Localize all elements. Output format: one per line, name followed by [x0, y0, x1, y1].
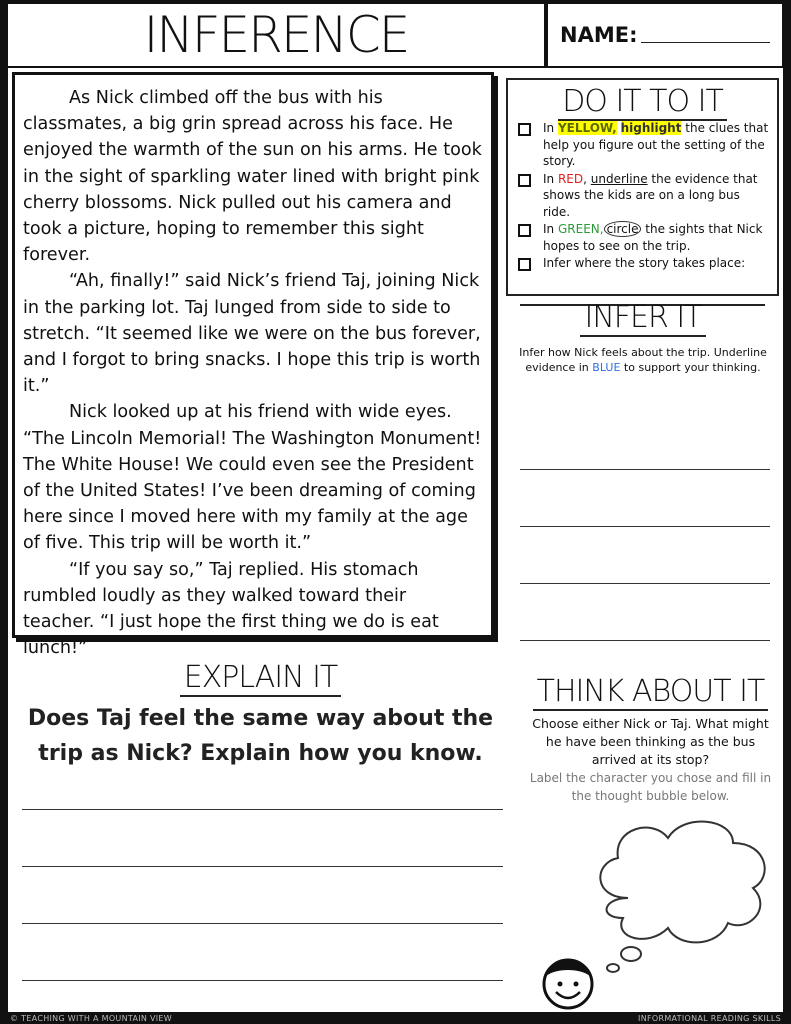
paragraph: “Ah, finally!” said Nick’s friend Taj, joining Nick in the parking lot. Taj lunged from side to side to stretch. “It seemed like we were on the bus forever, and I forgot to bring snacks. I hope this trip is worth it.” [23, 271, 481, 397]
task-item: In RED, underline the evidence that shows the kids are on a long bus ride. [516, 171, 769, 221]
infer-instructions: Infer how Nick feels about the trip. Underline evidence in BLUE to support your thinking. [519, 346, 767, 374]
answer-line[interactable] [22, 867, 503, 924]
action-word: circle [604, 221, 642, 237]
explain-answer-lines[interactable] [22, 771, 503, 981]
page-title: INFERENCE [8, 4, 544, 66]
think-about-it-section [528, 674, 773, 805]
name-label: NAME: [560, 23, 638, 47]
paragraph: As Nick climbed off the bus with his classmates, a big grin spread across his face. He enjoyed the warmth of the sun on his arms. He took in the sight of sparkling water lined with bright pink cherry blossoms. Nick pulled out his camera and took a picture, hoping to remember this sight forever. [23, 88, 482, 266]
infer-answer-lines[interactable] [520, 413, 770, 641]
task-text: Infer where the story takes place: [543, 256, 746, 270]
task-text: the clues that help you figure out the setting of the story. [543, 121, 769, 168]
task-text: the sights that Nick hopes to see on the trip. [543, 222, 763, 253]
answer-line[interactable] [520, 413, 770, 470]
infer-it-section [508, 300, 778, 641]
do-it-title: DO IT TO IT [558, 84, 727, 121]
task-text: In [543, 222, 558, 236]
checkbox-icon[interactable] [518, 224, 531, 237]
footer-series: INFORMATIONAL READING SKILLS [638, 1014, 781, 1023]
color-word: RED [557, 171, 584, 186]
infer-title: INFER IT [580, 300, 705, 337]
task-item [516, 221, 769, 254]
name-field[interactable] [548, 4, 782, 66]
task-text: In [543, 171, 558, 186]
think-instruction: Label the character you chose and fill in the thought bubble below. [529, 771, 772, 803]
action-word: underline [590, 171, 648, 186]
checkbox-icon[interactable] [518, 174, 531, 187]
answer-line[interactable] [520, 470, 770, 527]
explain-question: Does Taj feel the same way about the trip as Nick? Explain how you know. [27, 706, 494, 766]
task-item [516, 255, 769, 272]
checkbox-icon[interactable] [518, 123, 531, 136]
answer-line[interactable] [22, 771, 503, 810]
reading-passage [12, 72, 494, 659]
color-word: GREEN, [557, 222, 604, 236]
checkbox-icon[interactable] [518, 258, 531, 271]
task-text: the evidence that shows the kids are on a long bus ride. [543, 171, 758, 219]
answer-line[interactable] [22, 924, 503, 981]
footer-copyright: © TEACHING WITH A MOUNTAIN VIEW [10, 1014, 172, 1023]
action-word: highlight [620, 121, 682, 135]
task-text: In [543, 121, 558, 135]
do-it-to-it-box [506, 78, 779, 296]
answer-line[interactable] [520, 527, 770, 584]
name-line [641, 42, 770, 43]
explain-title: EXPLAIN IT [180, 660, 342, 697]
think-question: Choose either Nick or Taj. What might he have been thinking as the bus arrived at its stop? [532, 716, 769, 767]
color-word: YELLOW, [557, 121, 617, 135]
boy-face-icon [540, 948, 596, 1012]
paragraph: “If you say so,” Taj replied. His stomach rumbled loudly as they walked toward their teacher. “I just hope the first thing we do is eat lunch!” [23, 559, 439, 659]
think-title: THINK ABOUT IT [533, 674, 769, 711]
explain-it-section [18, 660, 503, 981]
answer-line[interactable] [520, 584, 770, 641]
task-item [516, 120, 769, 170]
paragraph: Nick looked up at his friend with wide eyes. “The Lincoln Memorial! The Washington Monument! The White House! We could even see the President of the United States! I’ve been dreaming of coming here since I moved here with my family at the age of five. This trip will be worth it.” [23, 402, 482, 554]
answer-line[interactable] [22, 810, 503, 867]
worksheet-body [8, 68, 783, 1012]
